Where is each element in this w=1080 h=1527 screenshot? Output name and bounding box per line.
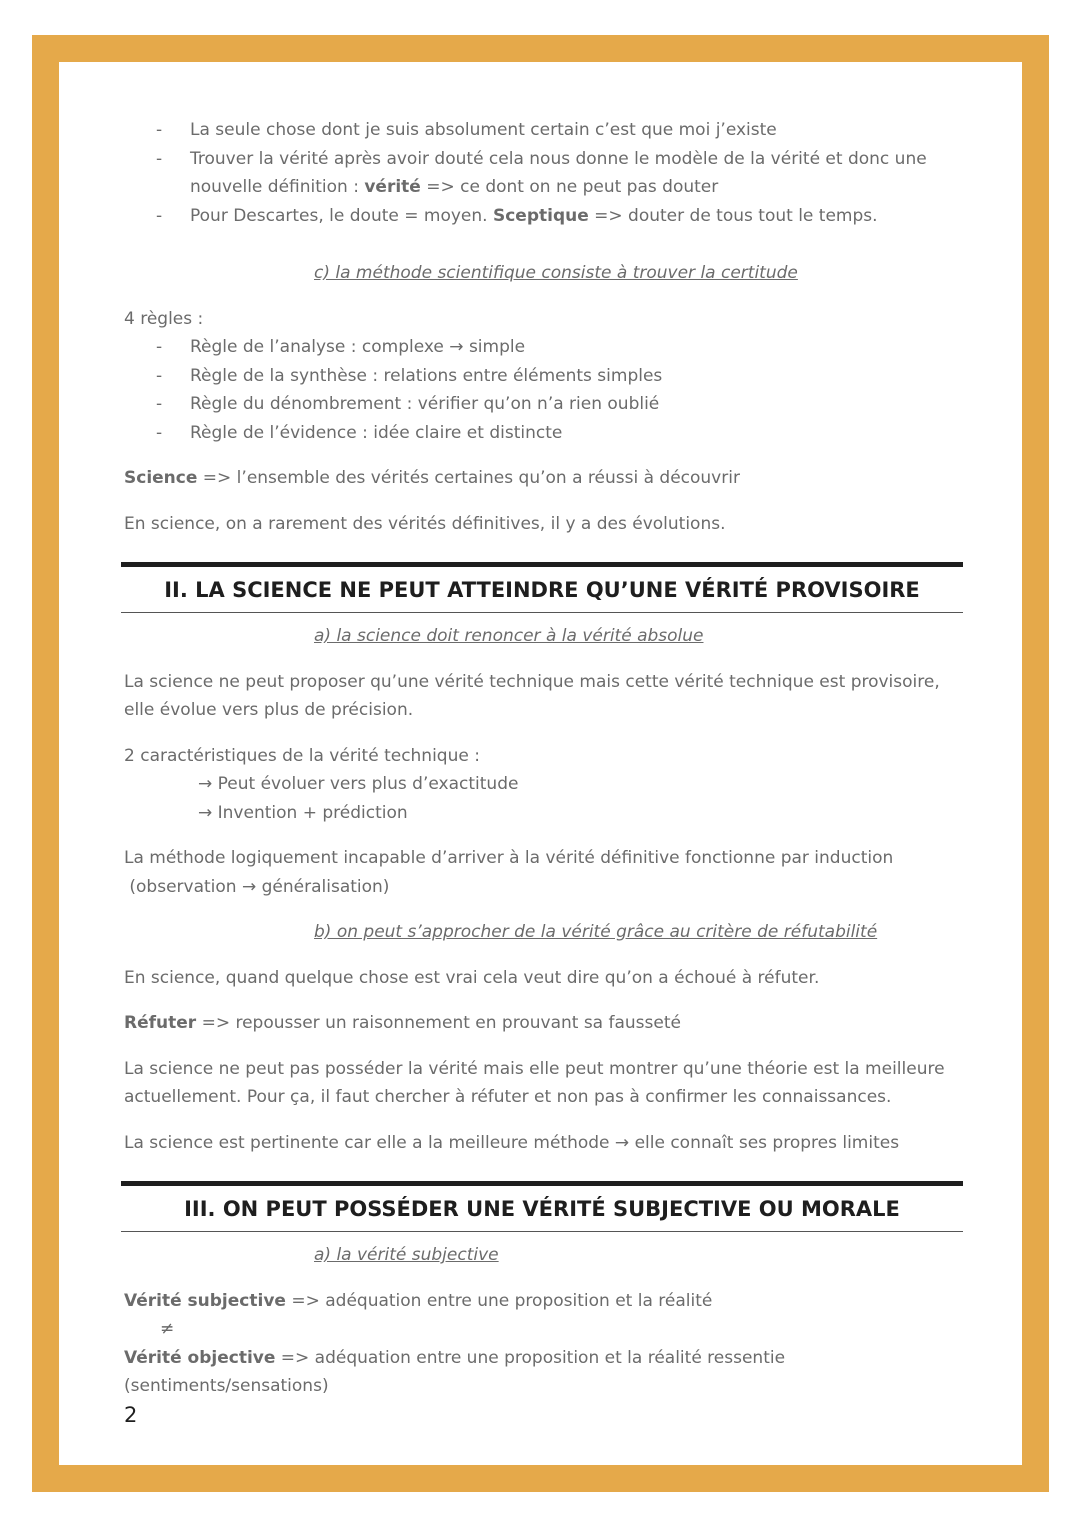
list-item: - Règle de l’analyse : complexe → simple [156, 337, 526, 357]
not-equal-symbol: ≠ [160, 1319, 175, 1339]
refuter-definition: Réfuter => repousser un raisonnement en prouvant sa fausseté [124, 1013, 681, 1033]
objective-definition: Vérité objective => adéquation entre une proposition et la réalité ressentie (sentiments/sensations) [124, 1347, 786, 1396]
list-item: - Pour Descartes, le doute = moyen. Sceptique => douter de tous tout le temps. [156, 205, 878, 226]
term-verite: vérité [364, 177, 421, 197]
arrow-item: → Invention + prédiction [198, 802, 408, 823]
paragraph: En science, quand quelque chose est vrai cela veut dire qu’on a échoué à réfuter. [124, 967, 820, 988]
rules-intro: 4 règles : [124, 308, 204, 329]
term-refuter: Réfuter [124, 1013, 197, 1033]
paragraph: La science est pertinente car elle a la meilleure méthode → elle connaît ses propres limites [124, 1132, 900, 1153]
subsection-title-2a: a) la science doit renoncer à la vérité absolue [314, 626, 704, 646]
term-science: Science [124, 468, 198, 488]
list-item: - Règle de l’évidence : idée claire et distincte [156, 422, 563, 443]
science-evolution: En science, on a rarement des vérités définitives, il y a des évolutions. [124, 513, 726, 534]
term-verite-objective: Vérité objective [124, 1347, 276, 1368]
list-item: - Règle du dénombrement : vérifier qu’on n’a rien oublié [156, 394, 660, 414]
arrow-item: → Peut évoluer vers plus d’exactitude [198, 774, 519, 794]
term-verite-subjective: Vérité subjective [124, 1290, 286, 1311]
rules-list [124, 333, 960, 447]
list-item: - Règle de la synthèse : relations entre éléments simples [156, 365, 663, 386]
document-body [124, 116, 960, 1401]
section-heading-3: III. ON PEUT POSSÉDER UNE VÉRITÉ SUBJECTIVE OU MORALE [121, 1181, 963, 1232]
section-heading-2: II. LA SCIENCE NE PEUT ATTEINDRE QU’UNE VÉRITÉ PROVISOIRE [121, 562, 963, 613]
term-sceptique: Sceptique [492, 205, 589, 226]
paragraph: 2 caractéristiques de la vérité technique : [124, 745, 480, 766]
paragraph: La méthode logiquement incapable d’arriver à la vérité définitive fonctionne par induction [124, 848, 894, 868]
subjective-definition: Vérité subjective => adéquation entre une proposition et la réalité [124, 1290, 713, 1311]
paragraph: La science ne peut pas posséder la vérité mais elle peut montrer qu’une théorie est la meilleure actuellement. Pour ça, il faut chercher à réfuter et non pas à confirmer les connaissances. [124, 1058, 945, 1107]
intro-bullet-list [124, 116, 960, 230]
science-definition: Science => l’ensemble des vérités certaines qu’on a réussi à découvrir [124, 468, 740, 488]
paragraph: La science ne peut proposer qu’une vérité technique mais cette vérité technique est provisoire, elle évolue vers plus de précision. [124, 671, 940, 720]
page-number: 2 [124, 1403, 138, 1427]
list-item: - Trouver la vérité après avoir douté cela nous donne le modèle de la vérité et donc une nouvelle définition : vérité => ce dont on ne peut pas douter [156, 148, 927, 197]
list-item: - La seule chose dont je suis absolument certain c’est que moi j’existe [156, 120, 777, 140]
subsection-title-3a: a) la vérité subjective [314, 1245, 499, 1265]
subsection-title-c: c) la méthode scientifique consiste à trouver la certitude [314, 263, 798, 283]
subsection-title-2b: b) on peut s’approcher de la vérité grâce au critère de réfutabilité [314, 922, 878, 942]
paragraph: (observation → généralisation) [124, 876, 390, 897]
